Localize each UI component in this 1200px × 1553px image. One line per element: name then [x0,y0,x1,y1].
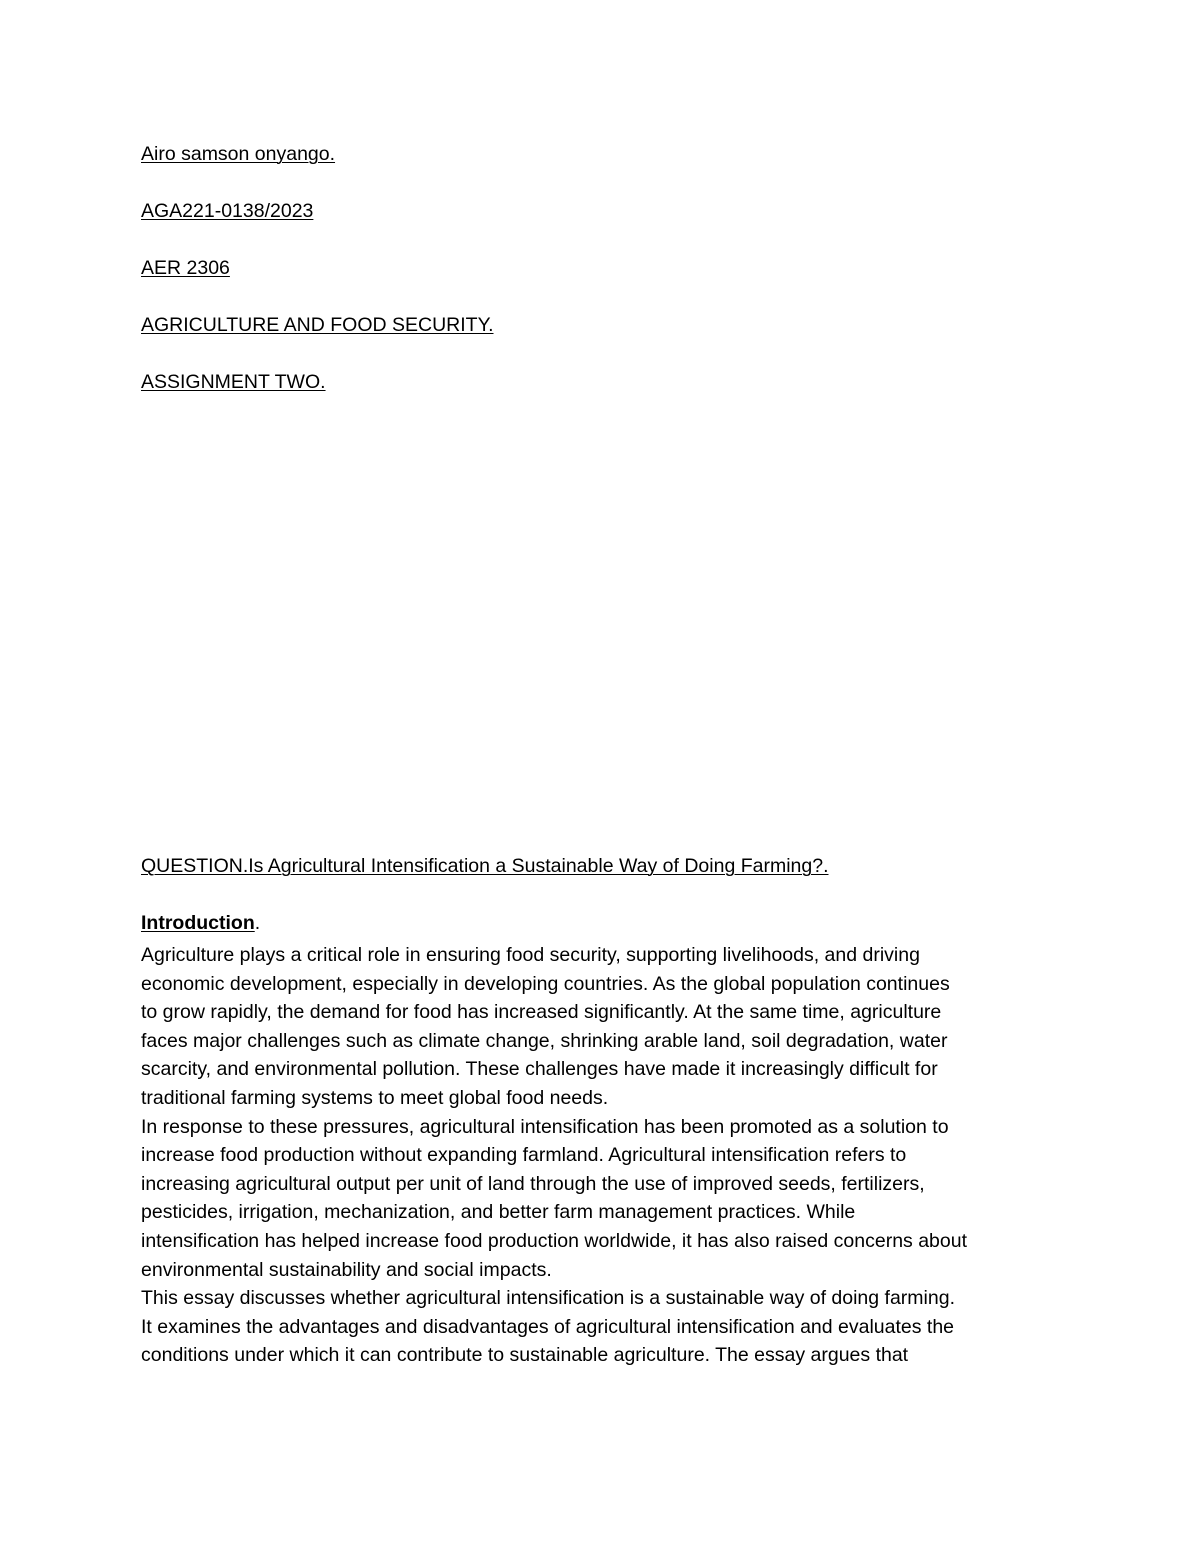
body-line: Agriculture plays a critical role in ensuring food security, supporting livelihoods, and driving [141,944,920,966]
body-line: economic development, especially in developing countries. As the global population continues [141,972,950,995]
course-title: AGRICULTURE AND FOOD SECURITY. [141,314,494,336]
body-line: environmental sustainability and social impacts. [141,1258,552,1281]
introduction-body [141,941,1071,1370]
body-line: scarcity, and environmental pollution. These challenges have made it increasingly difficult for [141,1058,938,1081]
introduction-heading [141,912,260,934]
body-line: intensification has helped increase food production worldwide, it has also raised concerns about [141,1229,967,1252]
body-line: This essay discusses whether agricultural intensification is a sustainable way of doing farming. [141,1287,955,1310]
body-line: faces major challenges such as climate change, shrinking arable land, soil degradation, water [141,1029,948,1052]
introduction-heading-text: Introduction [141,912,255,934]
registration-number: AGA221-0138/2023 [141,200,314,222]
question-heading: QUESTION.Is Agricultural Intensification a Sustainable Way of Doing Farming?. [141,855,829,877]
student-name: Airo samson onyango. [141,143,336,165]
body-line: It examines the advantages and disadvantages of agricultural intensification and evaluates the [141,1315,955,1338]
body-line: increasing agricultural output per unit of land through the use of improved seeds, fertilizers, [141,1172,925,1195]
assignment-title: ASSIGNMENT TWO. [141,371,326,393]
body-line: conditions under which it can contribute to sustainable agriculture. The essay argues that [141,1344,909,1367]
body-line: traditional farming systems to meet global food needs. [141,1086,609,1109]
body-line: increase food production without expanding farmland. Agricultural intensification refers to [141,1144,907,1167]
body-line: to grow rapidly, the demand for food has increased significantly. At the same time, agriculture [141,1001,942,1024]
body-line: In response to these pressures, agricultural intensification has been promoted as a solution to [141,1115,949,1138]
introduction-heading-suffix: . [254,912,261,934]
body-line: pesticides, irrigation, mechanization, and better farm management practices. While [141,1201,856,1224]
course-code: AER 2306 [141,257,230,279]
